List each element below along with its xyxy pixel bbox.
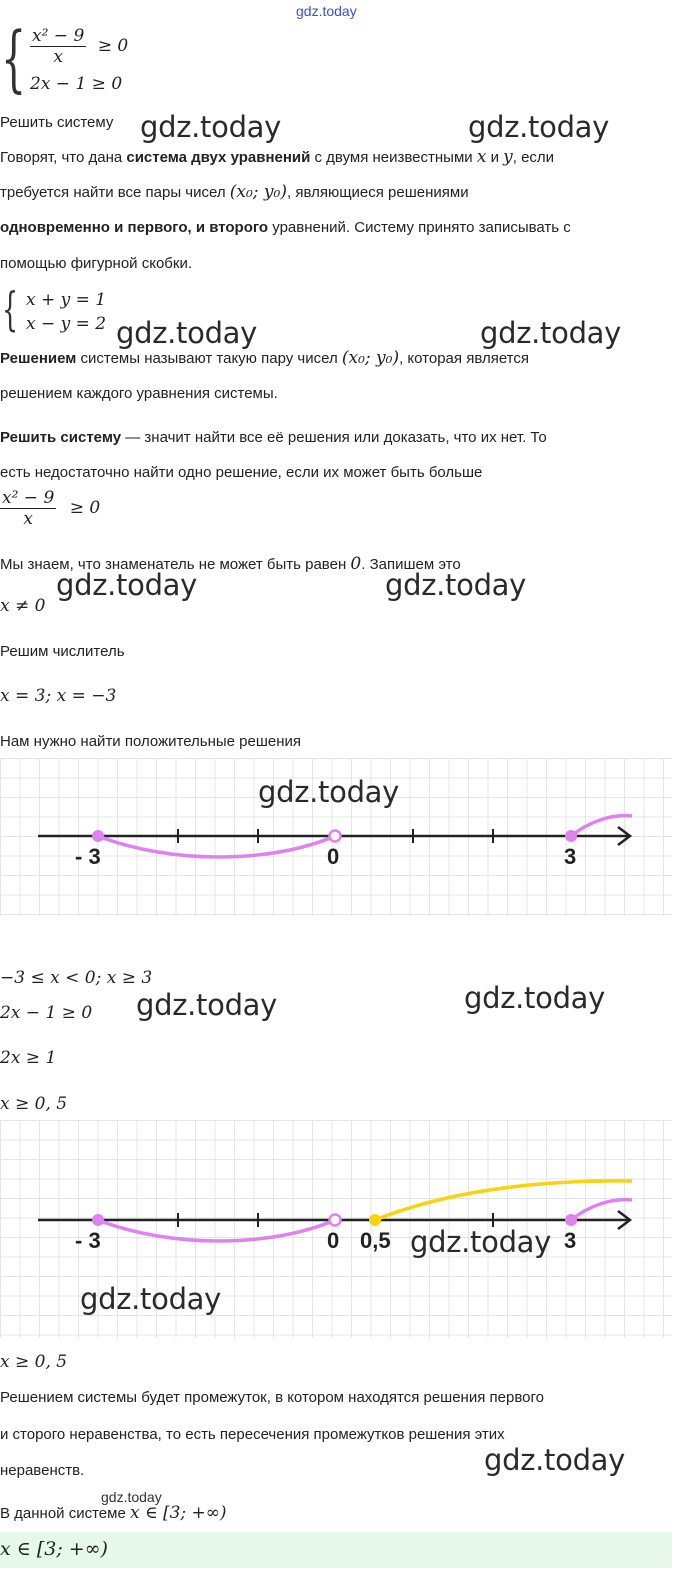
axis-2-arc-pos bbox=[571, 1200, 632, 1220]
conclusion-line-4: В данной системе x ∈ [3; +∞) bbox=[0, 1503, 227, 1523]
denominator-condition: x ≠ 0 bbox=[0, 596, 46, 616]
watermark: gdz.today bbox=[56, 568, 198, 602]
watermark: gdz.today bbox=[468, 110, 610, 144]
axis-2-point-half bbox=[369, 1214, 381, 1226]
conclusion-line-1: Решением системы будет промежуток, в котором находятся решения первого bbox=[0, 1389, 544, 1406]
watermark: gdz.today bbox=[464, 981, 606, 1015]
axis-2-point-3 bbox=[565, 1214, 577, 1226]
intro-paragraph-5: Решением системы называют такую пару чисел (x₀; y₀), которая является bbox=[0, 348, 529, 368]
axis-1-point-3 bbox=[565, 830, 577, 842]
watermark: gdz.today bbox=[136, 988, 278, 1022]
second-inequality: 2x − 1 ≥ 0 bbox=[0, 1003, 93, 1023]
axis-2-point-minus3 bbox=[92, 1214, 104, 1226]
axis-2-label-half: 0,5 bbox=[360, 1228, 391, 1253]
answer-box bbox=[0, 1532, 672, 1568]
axis-1-label-minus3: - 3 bbox=[75, 844, 101, 869]
numerator-roots: x = 3; x = −3 bbox=[0, 686, 117, 706]
axis-2-label-minus3: - 3 bbox=[75, 1228, 101, 1253]
axis-2-label-3: 3 bbox=[564, 1228, 577, 1253]
conclusion-line-3: неравенств. bbox=[0, 1462, 85, 1479]
example-equation-1: x + y = 1 bbox=[26, 290, 107, 310]
axis-2-point-zero bbox=[330, 1215, 341, 1226]
second-inequality-result: x ≥ 0, 5 bbox=[0, 1094, 68, 1114]
intro-paragraph-1: Говорят, что дана система двух уравнений с двумя неизвестными x и y, если bbox=[0, 147, 555, 167]
result-inequality: x ≥ 0, 5 bbox=[0, 1352, 68, 1372]
axis-2-arc-yellow bbox=[375, 1181, 632, 1220]
answer-text: x ∈ [3; +∞) bbox=[0, 1538, 108, 1560]
axis-1-label-zero: 0 bbox=[327, 844, 340, 869]
solution-text-2: Решим числитель bbox=[0, 643, 125, 660]
axis-1-point-minus3 bbox=[92, 830, 104, 842]
solution-text-3: Нам нужно найти положительные решения bbox=[0, 733, 302, 750]
watermark: gdz.today bbox=[258, 775, 400, 809]
axis-1-arc-neg bbox=[98, 836, 335, 857]
interval-1: −3 ≤ x < 0; x ≥ 3 bbox=[0, 968, 153, 988]
watermark: gdz.today bbox=[385, 568, 527, 602]
section-title: Решить систему bbox=[0, 114, 114, 131]
watermark: gdz.today bbox=[80, 1282, 222, 1316]
watermark: gdz.today bbox=[480, 316, 622, 350]
watermark: gdz.today bbox=[410, 1225, 552, 1259]
system-brace: { bbox=[1, 16, 27, 100]
watermark-small: gdz.today bbox=[101, 1489, 162, 1505]
site-link[interactable]: gdz.today bbox=[296, 3, 357, 19]
task-inequality-1: $\frac{\text{x² − 9}}{x}$ ≥ 0 bbox=[32, 26, 129, 67]
intro-paragraph-4: помощью фигурной скобки. bbox=[0, 255, 193, 272]
example-brace: { bbox=[2, 282, 19, 336]
intro-paragraph-6: решением каждого уравнения системы. bbox=[0, 385, 278, 402]
intro-paragraph-2: требуется найти все пары чисел (x₀; y₀), являющиеся решениями bbox=[0, 182, 469, 202]
intro-paragraph-3: одновременно и первого, и второго уравнений. Систему принято записывать с bbox=[0, 219, 571, 236]
axis-2-arc-neg bbox=[98, 1220, 335, 1241]
intro-paragraph-8: есть недостаточно найти одно решение, если их может быть больше bbox=[0, 464, 483, 481]
watermark: gdz.today bbox=[116, 316, 258, 350]
watermark: gdz.today bbox=[140, 110, 282, 144]
axis-1-point-zero bbox=[330, 831, 341, 842]
axis-1-label-3: 3 bbox=[564, 844, 577, 869]
watermark: gdz.today bbox=[484, 1443, 626, 1477]
second-inequality-step: 2x ≥ 1 bbox=[0, 1048, 57, 1068]
example-equation-2: x − y = 2 bbox=[26, 314, 107, 334]
task-inequality-2: 2x − 1 ≥ 0 bbox=[30, 74, 123, 94]
axis-1-arc-pos bbox=[571, 816, 632, 836]
fraction-inequality: $\frac{\text{x² − 9}}{x}$ ≥ 0 bbox=[2, 488, 101, 529]
axis-2-label-zero: 0 bbox=[327, 1228, 340, 1253]
intro-paragraph-7: Решить систему — значит найти все её решения или доказать, что их нет. То bbox=[0, 429, 547, 446]
solution-text-1: Мы знаем, что знаменатель не может быть равен 0. Запишем это bbox=[0, 554, 461, 574]
conclusion-line-2: и сторого неравенства, то есть пересечения промежутков решения этих bbox=[0, 1426, 505, 1443]
